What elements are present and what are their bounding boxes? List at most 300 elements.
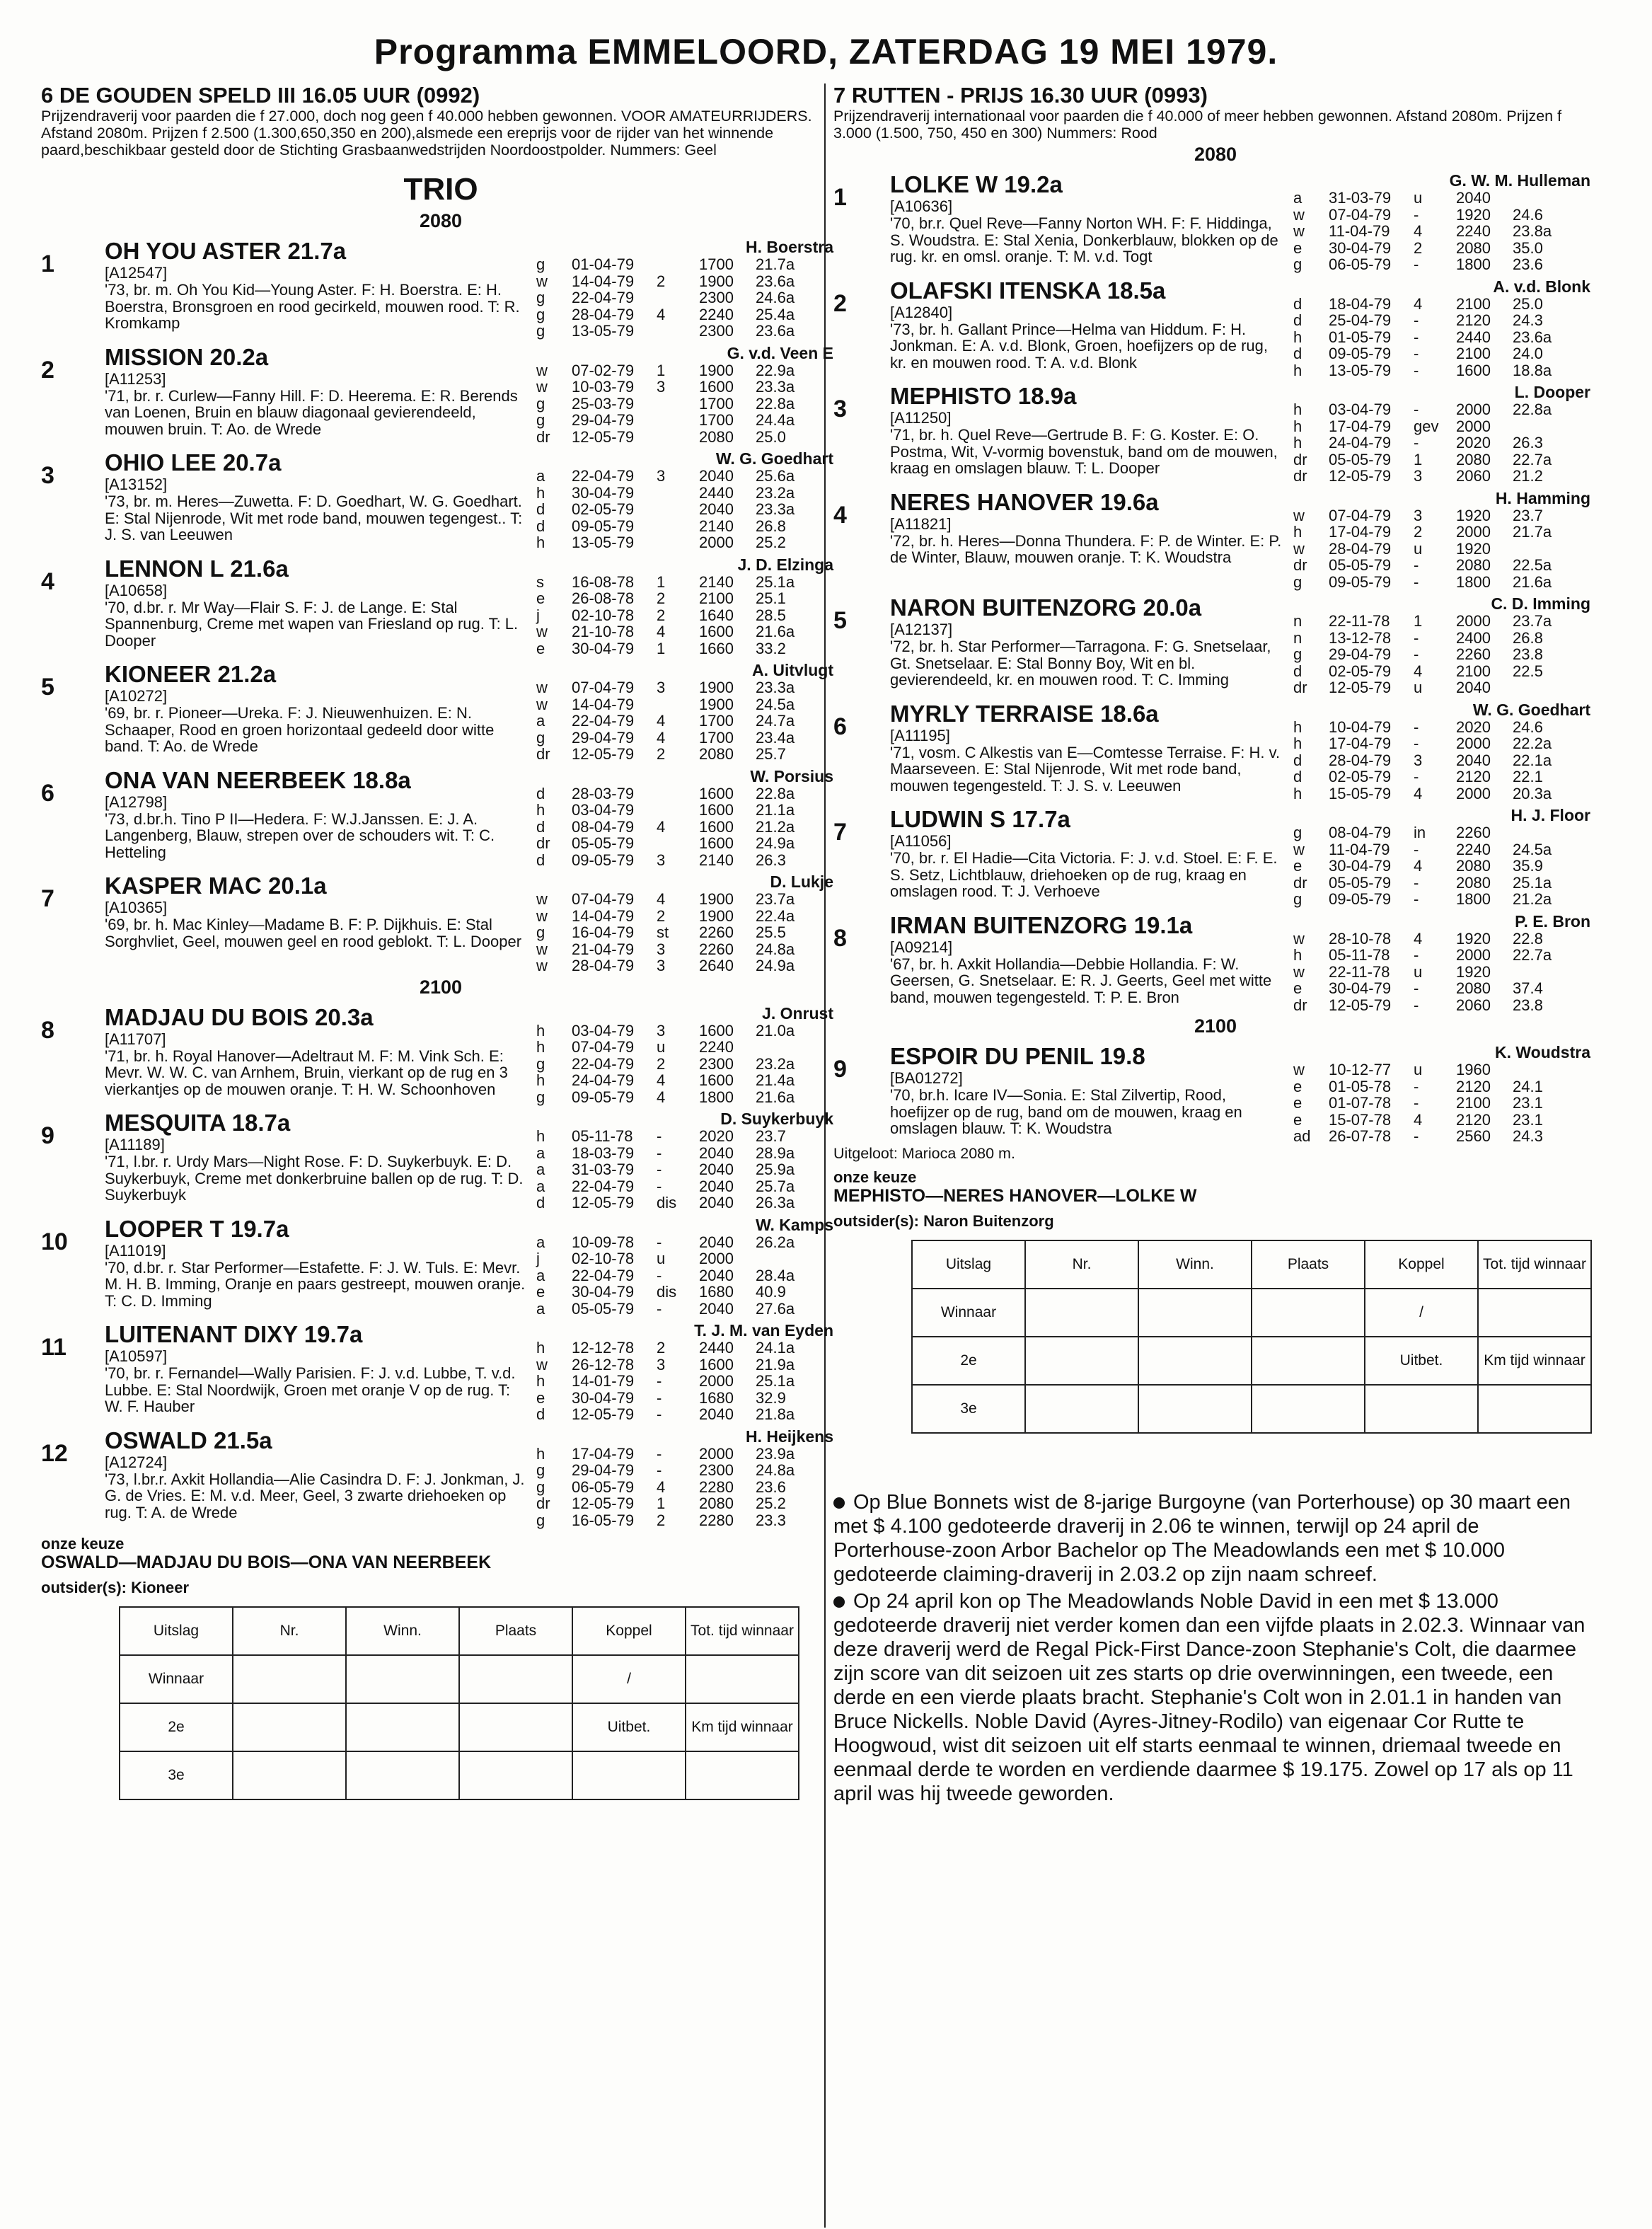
- run-time: 25.6a: [756, 467, 795, 485]
- run-time: 21.4a: [756, 1071, 795, 1089]
- run-date: 12-05-79: [1329, 467, 1392, 485]
- run-time: 21.2a: [756, 817, 795, 836]
- run-time: 21.2a: [1513, 890, 1552, 908]
- withdrawn-note: Uitgeloot: Marioca 2080 m.: [833, 1144, 1015, 1162]
- driver-name: H. Boerstra: [746, 238, 833, 256]
- run-distance: 2040: [699, 1266, 734, 1284]
- recent-runs: [1286, 594, 1590, 696]
- run-place: 4: [657, 890, 666, 908]
- run-place: -: [1414, 205, 1419, 224]
- run-distance: 2140: [699, 517, 734, 535]
- track-code: w: [1293, 962, 1305, 981]
- run-place: 3: [1414, 751, 1423, 769]
- run-distance: 2400: [1456, 628, 1491, 647]
- run-time: 33.2: [756, 639, 786, 657]
- horse-code: [A10365]: [105, 899, 168, 916]
- run-place: -: [657, 1405, 662, 1423]
- run-time: 26.3: [1513, 434, 1543, 451]
- run-distance: 2080: [1456, 857, 1491, 875]
- driver-name: T. J. M. van Eyden: [694, 1321, 833, 1340]
- horse-number: 7: [41, 885, 54, 912]
- horse-pedigree: '69, br. h. Mac Kinley—Madame B. F: P. Dijkhuis. E: Stal Sorghvliet, Geel, mouwen geel en rood geblokt. T: L. Dooper: [105, 916, 522, 950]
- track-code: j: [536, 1250, 540, 1267]
- run-row: [1293, 468, 1590, 485]
- run-date: 14-04-79: [572, 906, 635, 925]
- run-time: 25.5: [756, 923, 786, 941]
- result-cell: [233, 1655, 346, 1703]
- horse-name: ESPOIR DU PENIL 19.8: [890, 1043, 1145, 1069]
- page-title: Programma EMMELOORD, ZATERDAG 19 MEI 1979.: [374, 32, 1278, 71]
- run-date: 15-07-78: [1329, 1110, 1392, 1129]
- horse-code: [A11250]: [890, 409, 952, 427]
- run-distance: 2040: [699, 500, 734, 518]
- track-code: e: [536, 639, 545, 657]
- result-cell: [346, 1751, 459, 1799]
- run-distance: 1920: [1456, 205, 1491, 224]
- run-date: 29-04-79: [1329, 645, 1392, 663]
- run-date: 14-04-79: [572, 695, 635, 713]
- horse-number: 3: [41, 462, 54, 489]
- recent-runs: [1286, 383, 1590, 485]
- run-time: 24.1a: [756, 1339, 795, 1357]
- horse-entry: [833, 489, 1598, 591]
- run-time: [1513, 1061, 1576, 1078]
- horse-entry: [41, 238, 841, 340]
- track-code: e: [536, 589, 545, 607]
- driver-name: W. G. Goedhart: [1472, 700, 1590, 719]
- result-row-label: 2e: [120, 1703, 233, 1751]
- run-row: [536, 574, 833, 591]
- run-distance: 2080: [1456, 979, 1491, 997]
- run-place: -: [1414, 311, 1419, 329]
- run-date: 09-05-79: [572, 851, 635, 869]
- run-row: [536, 1145, 833, 1162]
- run-place: -: [1414, 628, 1419, 647]
- run-row: [536, 1267, 833, 1284]
- race-description: Prijzendraverij internationaal voor paarden die f 40.000 of meer hebben gewonnen. Afstand 2080m. Prijzen f 3.000 (1.500, 750, 450 en 300) Nummers: Rood: [833, 108, 1562, 142]
- run-distance: 1600: [699, 1355, 734, 1373]
- run-row: [536, 713, 833, 730]
- run-row: [536, 1056, 833, 1073]
- distance-header: 2080: [419, 210, 463, 231]
- run-date: 12-05-79: [572, 1494, 635, 1512]
- result-cell: [686, 1655, 799, 1703]
- result-cell: [572, 1751, 686, 1799]
- horse-info: [105, 767, 529, 869]
- track-code: g: [536, 1511, 545, 1529]
- run-place: [657, 429, 699, 446]
- run-distance: 2040: [699, 467, 734, 485]
- track-code: w: [1293, 222, 1305, 240]
- result-table-row: [120, 1703, 799, 1751]
- run-date: 05-05-79: [1329, 450, 1392, 468]
- run-distance: 2080: [1456, 450, 1491, 468]
- track-code: g: [1293, 824, 1302, 841]
- run-distance: 2080: [699, 745, 734, 763]
- driver-name: K. Woudstra: [1494, 1043, 1590, 1061]
- horse-info: [890, 701, 1286, 802]
- run-row: [536, 1194, 833, 1211]
- horse-code: [A13152]: [105, 476, 168, 493]
- result-header-cell: Plaats: [459, 1607, 572, 1655]
- track-code: dr: [1293, 679, 1307, 696]
- track-code: w: [1293, 506, 1305, 524]
- run-row: [1293, 719, 1590, 736]
- recent-runs: [1286, 1043, 1590, 1145]
- run-date: 07-04-79: [572, 890, 635, 908]
- uitbet-label: Uitbet.: [572, 1703, 686, 1751]
- run-date: 02-05-79: [1329, 768, 1392, 785]
- result-header-cell: Tot. tijd winnaar: [686, 1607, 799, 1655]
- horse-info: [105, 449, 529, 551]
- horse-number: 2: [41, 356, 54, 384]
- run-row: [536, 1462, 833, 1479]
- run-place: -: [1414, 996, 1419, 1014]
- run-row: [536, 1357, 833, 1373]
- result-cell: [1138, 1337, 1252, 1385]
- result-cell: [1138, 1385, 1252, 1433]
- track-code: g: [536, 394, 545, 413]
- track-code: d: [536, 500, 545, 518]
- track-code: w: [1293, 1061, 1305, 1078]
- track-code: a: [1293, 189, 1302, 207]
- recent-runs: [529, 1110, 833, 1211]
- recent-runs: [1286, 806, 1590, 908]
- horse-entry: [41, 1004, 841, 1106]
- horse-code: [A10658]: [105, 581, 168, 599]
- run-time: 26.8: [756, 517, 786, 535]
- run-row: [1293, 557, 1590, 574]
- run-distance: 2300: [699, 1054, 734, 1073]
- run-date: 25-03-79: [572, 394, 635, 413]
- horse-entry: [833, 171, 1598, 273]
- run-place: [657, 785, 699, 802]
- run-row: [1293, 507, 1590, 524]
- run-time: 21.6a: [1513, 572, 1552, 591]
- run-place: -: [1414, 361, 1419, 379]
- run-date: 07-02-79: [572, 361, 635, 379]
- run-place: 1: [1414, 612, 1423, 630]
- run-row: [536, 501, 833, 518]
- horse-entry: [833, 594, 1598, 696]
- horse-pedigree: '70, d.br. r. Mr Way—Flair S. F: J. de Lange. E: Stal Spannenburg, Creme met wapen van Friesland op rug. T: L. Dooper: [105, 598, 519, 650]
- run-row: [536, 679, 833, 696]
- horse-number: 9: [833, 1056, 847, 1083]
- run-row: [1293, 418, 1590, 435]
- horse-entry: [41, 767, 841, 869]
- run-place: [657, 323, 699, 340]
- run-date: 22-11-78: [1329, 612, 1390, 630]
- run-distance: 1680: [699, 1283, 734, 1301]
- run-row: [1293, 646, 1590, 663]
- track-code: h: [536, 801, 545, 819]
- result-cell: [1478, 1385, 1591, 1433]
- track-code: d: [536, 784, 545, 802]
- horse-name: LUITENANT DIXY 19.7a: [105, 1321, 363, 1347]
- horse-info: [105, 872, 529, 974]
- run-time: 26.3: [756, 851, 786, 869]
- run-date: 15-05-79: [1329, 784, 1392, 802]
- run-row: [536, 819, 833, 836]
- run-row: [1293, 434, 1590, 451]
- horse-name: LOLKE W 19.2a: [890, 171, 1063, 197]
- run-place: -: [1414, 345, 1419, 362]
- track-code: a: [536, 1233, 545, 1251]
- run-time: 28.5: [756, 606, 786, 624]
- result-header-cell: Koppel: [572, 1607, 686, 1655]
- run-time: 24.3: [1513, 311, 1543, 329]
- run-time: 25.2: [756, 1494, 786, 1512]
- run-date: 22-04-79: [572, 1177, 635, 1195]
- horse-pedigree: '70, br. r. Fernandel—Wally Parisien. F: J. v.d. Lubbe, T. v.d. Lubbe. E: Stal Noordwijk, Groen met oranje V op de rug. T: W. F. Hauber: [105, 1364, 516, 1415]
- run-distance: 1900: [699, 906, 734, 925]
- run-place: u: [1414, 679, 1423, 696]
- result-row-label: 3e: [120, 1751, 233, 1799]
- run-date: 03-04-79: [572, 1021, 635, 1039]
- horse-entry: [833, 701, 1598, 802]
- driver-name: C. D. Imming: [1491, 594, 1590, 613]
- run-place: 2: [657, 272, 666, 290]
- bullet-icon: [833, 1497, 845, 1509]
- run-date: 16-08-78: [572, 572, 635, 591]
- run-place: 2: [657, 1511, 666, 1529]
- run-time: 23.3a: [756, 679, 795, 696]
- recent-runs: [1286, 701, 1590, 802]
- run-date: 29-04-79: [572, 1461, 635, 1479]
- track-code: h: [1293, 401, 1302, 418]
- run-row: [536, 623, 833, 640]
- run-row: [536, 273, 833, 290]
- result-cell: [1252, 1385, 1365, 1433]
- run-distance: 2040: [699, 1194, 734, 1211]
- run-time: 22.7a: [1513, 450, 1552, 468]
- run-distance: 2120: [1456, 311, 1491, 329]
- run-distance: 1660: [699, 639, 734, 657]
- track-code: g: [536, 728, 545, 747]
- run-date: 12-05-79: [572, 745, 635, 763]
- run-time: 28.9a: [756, 1144, 795, 1162]
- run-time: 25.7: [756, 745, 786, 763]
- run-row: [1293, 345, 1590, 362]
- horse-code: [A11189]: [105, 1136, 165, 1153]
- outsiders: outsider(s): Naron Buitenzorg: [833, 1211, 1054, 1230]
- run-date: 22-04-79: [572, 1054, 635, 1073]
- run-row: [1293, 613, 1590, 630]
- result-cell: [1252, 1337, 1365, 1385]
- horse-info: [890, 489, 1286, 591]
- run-time: [1513, 964, 1576, 981]
- horse-info: [890, 594, 1286, 696]
- run-distance: 2100: [1456, 294, 1491, 313]
- run-time: 23.1: [1513, 1094, 1543, 1112]
- horse-info: [105, 238, 529, 340]
- run-distance: 2080: [1456, 556, 1491, 574]
- run-time: 23.2a: [756, 483, 795, 502]
- run-place: [657, 256, 699, 273]
- bullet-icon: [833, 1596, 845, 1608]
- run-row: [1293, 663, 1590, 680]
- run-date: 14-04-79: [572, 272, 635, 290]
- track-code: w: [536, 890, 548, 908]
- run-distance: 2000: [699, 1372, 734, 1390]
- run-place: [657, 534, 699, 551]
- horse-entry: [833, 383, 1598, 485]
- run-distance: 2080: [1456, 873, 1491, 892]
- run-date: 12-05-79: [1329, 996, 1392, 1014]
- track-code: n: [1293, 612, 1302, 630]
- horse-code: [A12137]: [890, 621, 953, 638]
- run-distance: 2060: [1456, 996, 1491, 1014]
- track-code: w: [536, 623, 548, 640]
- run-time: 24.6: [1513, 718, 1543, 736]
- horse-name: OHIO LEE 20.7a: [105, 449, 282, 476]
- run-place: u: [1414, 962, 1423, 981]
- run-distance: 1600: [699, 1071, 734, 1089]
- run-place: -: [1414, 572, 1419, 591]
- run-distance: 2040: [1456, 189, 1491, 207]
- run-distance: 2100: [1456, 662, 1491, 680]
- horse-name: NERES HANOVER 19.6a: [890, 488, 1159, 515]
- track-code: d: [1293, 311, 1302, 329]
- track-code: a: [536, 1177, 545, 1195]
- run-row: [536, 1495, 833, 1512]
- run-date: 05-05-79: [1329, 873, 1392, 892]
- track-code: h: [536, 1372, 545, 1390]
- run-date: 05-05-79: [1329, 556, 1392, 574]
- run-distance: 2300: [699, 289, 734, 306]
- run-date: 08-04-79: [572, 817, 635, 836]
- run-date: 28-03-79: [572, 784, 635, 802]
- horse-info: [890, 806, 1286, 908]
- run-row: [1293, 401, 1590, 418]
- run-place: u: [657, 1038, 666, 1056]
- run-place: 3: [657, 467, 666, 485]
- pick-label: onze keuze: [833, 1168, 917, 1186]
- run-time: 22.7a: [1513, 946, 1552, 964]
- run-row: [1293, 574, 1590, 591]
- horse-number: 6: [41, 779, 54, 807]
- run-place: 1: [1414, 450, 1423, 468]
- run-time: 20.3a: [1513, 784, 1552, 802]
- track-code: d: [1293, 751, 1302, 769]
- run-row: [536, 1250, 833, 1267]
- track-code: a: [536, 712, 545, 730]
- run-date: 22-04-79: [572, 712, 635, 730]
- run-place: u: [657, 1250, 666, 1267]
- track-code: e: [1293, 857, 1302, 875]
- run-place: [657, 802, 699, 819]
- track-code: d: [1293, 768, 1302, 785]
- result-table-row: [912, 1289, 1591, 1337]
- result-header-cell: Uitslag: [120, 1607, 233, 1655]
- run-place: -: [1414, 1077, 1419, 1095]
- horse-number: 1: [41, 250, 54, 277]
- track-code: w: [536, 679, 548, 696]
- run-distance: 2040: [699, 1405, 734, 1423]
- run-date: 28-10-78: [1329, 929, 1392, 948]
- run-place: 4: [1414, 222, 1423, 240]
- horse-code: [BA01272]: [890, 1069, 963, 1087]
- run-distance: 2240: [1456, 222, 1491, 240]
- run-row: [1293, 752, 1590, 769]
- run-place: 3: [657, 940, 666, 958]
- run-time: 23.2a: [756, 1054, 795, 1073]
- result-table-row: [120, 1655, 799, 1703]
- run-time: 23.7a: [1513, 612, 1552, 630]
- horse-name: OSWALD 21.5a: [105, 1427, 272, 1453]
- run-row: [536, 1512, 833, 1529]
- run-time: 25.4a: [756, 305, 795, 323]
- horse-code: [A11019]: [105, 1241, 166, 1260]
- run-distance: 2000: [699, 1444, 734, 1463]
- run-time: 21.9a: [756, 1355, 795, 1373]
- run-place: -: [657, 1233, 662, 1251]
- run-place: -: [657, 1160, 662, 1178]
- recent-runs: [529, 1321, 833, 1423]
- driver-name: L. Dooper: [1514, 383, 1590, 401]
- run-date: 28-04-79: [572, 957, 635, 974]
- horse-name: MISSION 20.2a: [105, 343, 269, 370]
- run-date: 12-05-79: [1329, 679, 1392, 696]
- horse-entry: [833, 1043, 1598, 1145]
- run-row: [536, 891, 833, 908]
- run-date: 05-11-78: [572, 1127, 633, 1145]
- run-time: 28.4a: [756, 1266, 795, 1284]
- run-date: 09-05-79: [572, 1088, 635, 1106]
- run-row: [536, 1178, 833, 1195]
- run-row: [536, 924, 833, 941]
- track-code: g: [1293, 572, 1302, 591]
- track-code: e: [536, 1283, 545, 1301]
- km-tijd-label: Km tijd winnaar: [686, 1703, 799, 1751]
- run-row: [1293, 997, 1590, 1014]
- result-cell: [346, 1703, 459, 1751]
- result-cell: [459, 1655, 572, 1703]
- run-row: [536, 730, 833, 747]
- track-code: h: [1293, 735, 1302, 752]
- run-place: 4: [657, 305, 666, 323]
- run-row: [536, 1128, 833, 1145]
- horse-number: 4: [833, 501, 847, 529]
- run-time: 23.7: [1513, 506, 1543, 524]
- result-table-row: [120, 1751, 799, 1799]
- horse-code: [A11056]: [890, 832, 952, 850]
- run-date: 02-05-79: [1329, 662, 1392, 680]
- run-distance: 2100: [1456, 345, 1491, 362]
- track-code: w: [536, 957, 548, 974]
- recent-runs: [1286, 277, 1590, 379]
- result-header-cell: Winn.: [1138, 1240, 1252, 1289]
- driver-name: A. v.d. Blonk: [1493, 277, 1590, 296]
- koppel-slash: /: [1365, 1289, 1478, 1337]
- run-date: 29-04-79: [572, 728, 635, 747]
- run-place: -: [1414, 718, 1419, 736]
- run-row: [536, 802, 833, 819]
- run-distance: 1600: [699, 623, 734, 640]
- result-table: [119, 1606, 799, 1800]
- run-row: [1293, 329, 1590, 346]
- run-row: [536, 1039, 833, 1056]
- run-time: [1513, 418, 1576, 435]
- run-date: 29-04-79: [572, 411, 635, 429]
- horse-info: [105, 344, 529, 446]
- track-code: w: [536, 272, 548, 290]
- run-row: [536, 379, 833, 396]
- run-place: -: [1414, 255, 1419, 273]
- run-time: 24.9a: [756, 834, 795, 852]
- run-date: 10-03-79: [572, 378, 635, 396]
- horse-number: 3: [833, 396, 847, 422]
